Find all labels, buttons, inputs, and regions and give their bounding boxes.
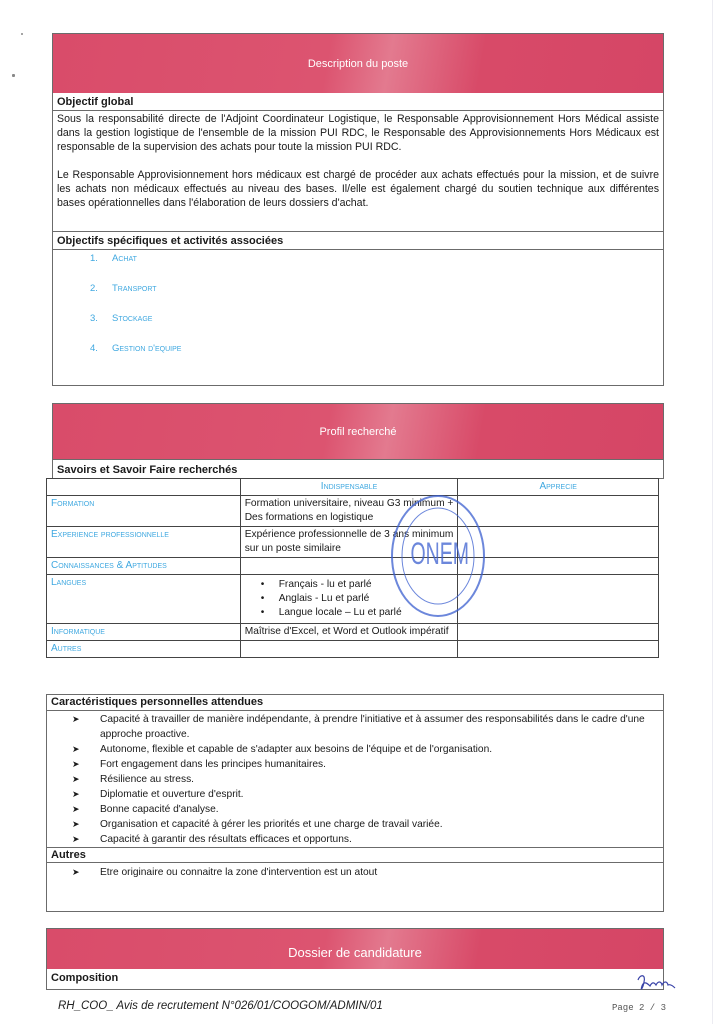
caracteristique-item: ➤ Diplomatie et ouverture d'esprit.: [72, 789, 244, 800]
objectifs-list: [53, 249, 663, 373]
signature: [634, 972, 676, 994]
row-apprecie: [458, 641, 659, 658]
description-section: [52, 33, 664, 386]
row-apprecie: [458, 575, 659, 624]
row-indispensable: Maîtrise d'Excel, et Word et Outlook impératif: [240, 624, 458, 641]
objectif-paragraph: Le Responsable Approvisionnement hors médicaux est chargé de procéder aux achats effectués pour la mission, et de suivre les achats non médicaux effectués au niveau des bases. Il/elle est également chargé du soutien technique aux différentes bases opérationnelles dans l'élaboration de leurs dossiers d'achat.: [57, 169, 659, 209]
table-row: [47, 624, 659, 641]
description-banner: [53, 34, 663, 93]
arrow-bullet-icon: ➤: [72, 867, 80, 877]
arrow-bullet-icon: ➤: [72, 789, 80, 799]
savoirs-heading: Savoirs et Savoir Faire recherchés: [53, 459, 663, 478]
description-banner-title: Description du poste: [307, 57, 409, 70]
table-row: [47, 575, 659, 624]
dossier-banner: [47, 929, 663, 969]
objectif-paragraph: Sous la responsabilité directe de l'Adjoint Coordinateur Logistique, le Responsable Approvisionnement Hors Médical assiste dans la gestion logistique de l'ensemble de la mission PUI RDC, le Responsable des Approvisionnements Hors Médicaux est responsable de la supervision des achats pour toute la mission PUI RDC.: [57, 113, 659, 153]
scan-edge: [712, 0, 713, 1024]
composition-heading: Composition: [51, 972, 119, 984]
stamp-text: ONEM: [410, 535, 469, 572]
row-indispensable: [240, 558, 458, 575]
table-header-cell: Apprecie: [458, 479, 659, 496]
langue-item: • Langue locale – Lu et parlé: [279, 606, 454, 620]
row-label: Experience professionnelle: [47, 527, 241, 558]
caracteristique-item: ➤ Fort engagement dans les principes humanitaires.: [72, 759, 326, 770]
caracteristique-item: ➤ Autonome, flexible et capable de s'adapter aux besoins de l'équipe et de l'organisation.: [72, 744, 493, 755]
autres-list: [47, 863, 663, 880]
caracteristique-item: ➤ Organisation et capacité à gérer les priorités et une charge de travail variée.: [72, 819, 443, 830]
page-number: Page 2 / 3: [612, 1003, 667, 1013]
arrow-bullet-icon: ➤: [72, 714, 80, 724]
row-apprecie: [458, 624, 659, 641]
row-label: Connaissances & Aptitudes: [47, 558, 241, 575]
arrow-bullet-icon: ➤: [72, 774, 80, 784]
profil-section: [52, 403, 664, 479]
caracteristiques-list: [47, 711, 663, 847]
langues-list: [245, 578, 454, 620]
caracteristique-item: ➤ Résilience au stress.: [72, 774, 194, 785]
objectif-global-body: [53, 111, 663, 231]
row-label: Formation: [47, 496, 241, 527]
scan-speck: [21, 33, 23, 35]
row-apprecie: [458, 558, 659, 575]
autres-heading: Autres: [47, 847, 663, 863]
langue-item: • Anglais - Lu et parlé: [279, 592, 454, 606]
table-row: [47, 558, 659, 575]
table-row: [47, 496, 659, 527]
objectif-item: 2. Transport: [90, 283, 157, 294]
langue-item: • Français - lu et parlé: [279, 578, 454, 592]
row-indispensable: Expérience professionnelle de 3 ans minimum sur un poste similaire: [240, 527, 458, 558]
table-row: [47, 527, 659, 558]
caracteristique-item: ➤ Capacité à travailler de manière indépendante, à prendre l'initiative et à assumer des responsabilités dans le cadre d'une approche proactive.: [72, 714, 645, 740]
arrow-bullet-icon: ➤: [72, 834, 80, 844]
objectif-item: 1. Achat: [90, 253, 137, 264]
caracteristiques-section: [46, 694, 664, 912]
row-label: Langues: [47, 575, 241, 624]
arrow-bullet-icon: ➤: [72, 819, 80, 829]
arrow-bullet-icon: ➤: [72, 804, 80, 814]
objectif-item: 4. Gestion d'equipe: [90, 343, 182, 354]
objectif-item: 3. Stockage: [90, 313, 153, 324]
caracteristique-item: ➤ Capacité à garantir des résultats efficaces et opportuns.: [72, 834, 352, 845]
row-label: Informatique: [47, 624, 241, 641]
row-label: Autres: [47, 641, 241, 658]
row-apprecie: [458, 496, 659, 527]
objectif-global-heading: Objectif global: [53, 93, 663, 111]
profil-banner: [53, 404, 663, 459]
autres-item: ➤ Etre originaire ou connaitre la zone d'intervention est un atout: [72, 867, 378, 878]
row-apprecie: [458, 527, 659, 558]
table-header-row: [47, 479, 659, 496]
objectifs-specifiques-heading: Objectifs spécifiques et activités associées: [53, 231, 663, 249]
table-row: [47, 641, 659, 658]
table-header-cell: Indispensable: [240, 479, 458, 496]
profil-table: [46, 478, 659, 658]
arrow-bullet-icon: ➤: [72, 759, 80, 769]
document-reference: RH_COO_ Avis de recrutement N°026/01/COOGOM/ADMIN/01: [58, 1000, 383, 1012]
dossier-section: [46, 928, 664, 990]
caracteristiques-heading: Caractéristiques personnelles attendues: [47, 695, 663, 711]
profil-banner-title: Profil recherché: [319, 425, 397, 438]
table-header-cell: [47, 479, 241, 496]
scan-speck: [12, 74, 15, 77]
row-indispensable: Formation universitaire, niveau G3 minimum + Des formations en logistique: [240, 496, 458, 527]
caracteristique-item: ➤ Bonne capacité d'analyse.: [72, 804, 219, 815]
arrow-bullet-icon: ➤: [72, 744, 80, 754]
row-indispensable: [240, 641, 458, 658]
row-indispensable: [240, 575, 458, 624]
dossier-banner-title: Dossier de candidature: [288, 944, 422, 960]
